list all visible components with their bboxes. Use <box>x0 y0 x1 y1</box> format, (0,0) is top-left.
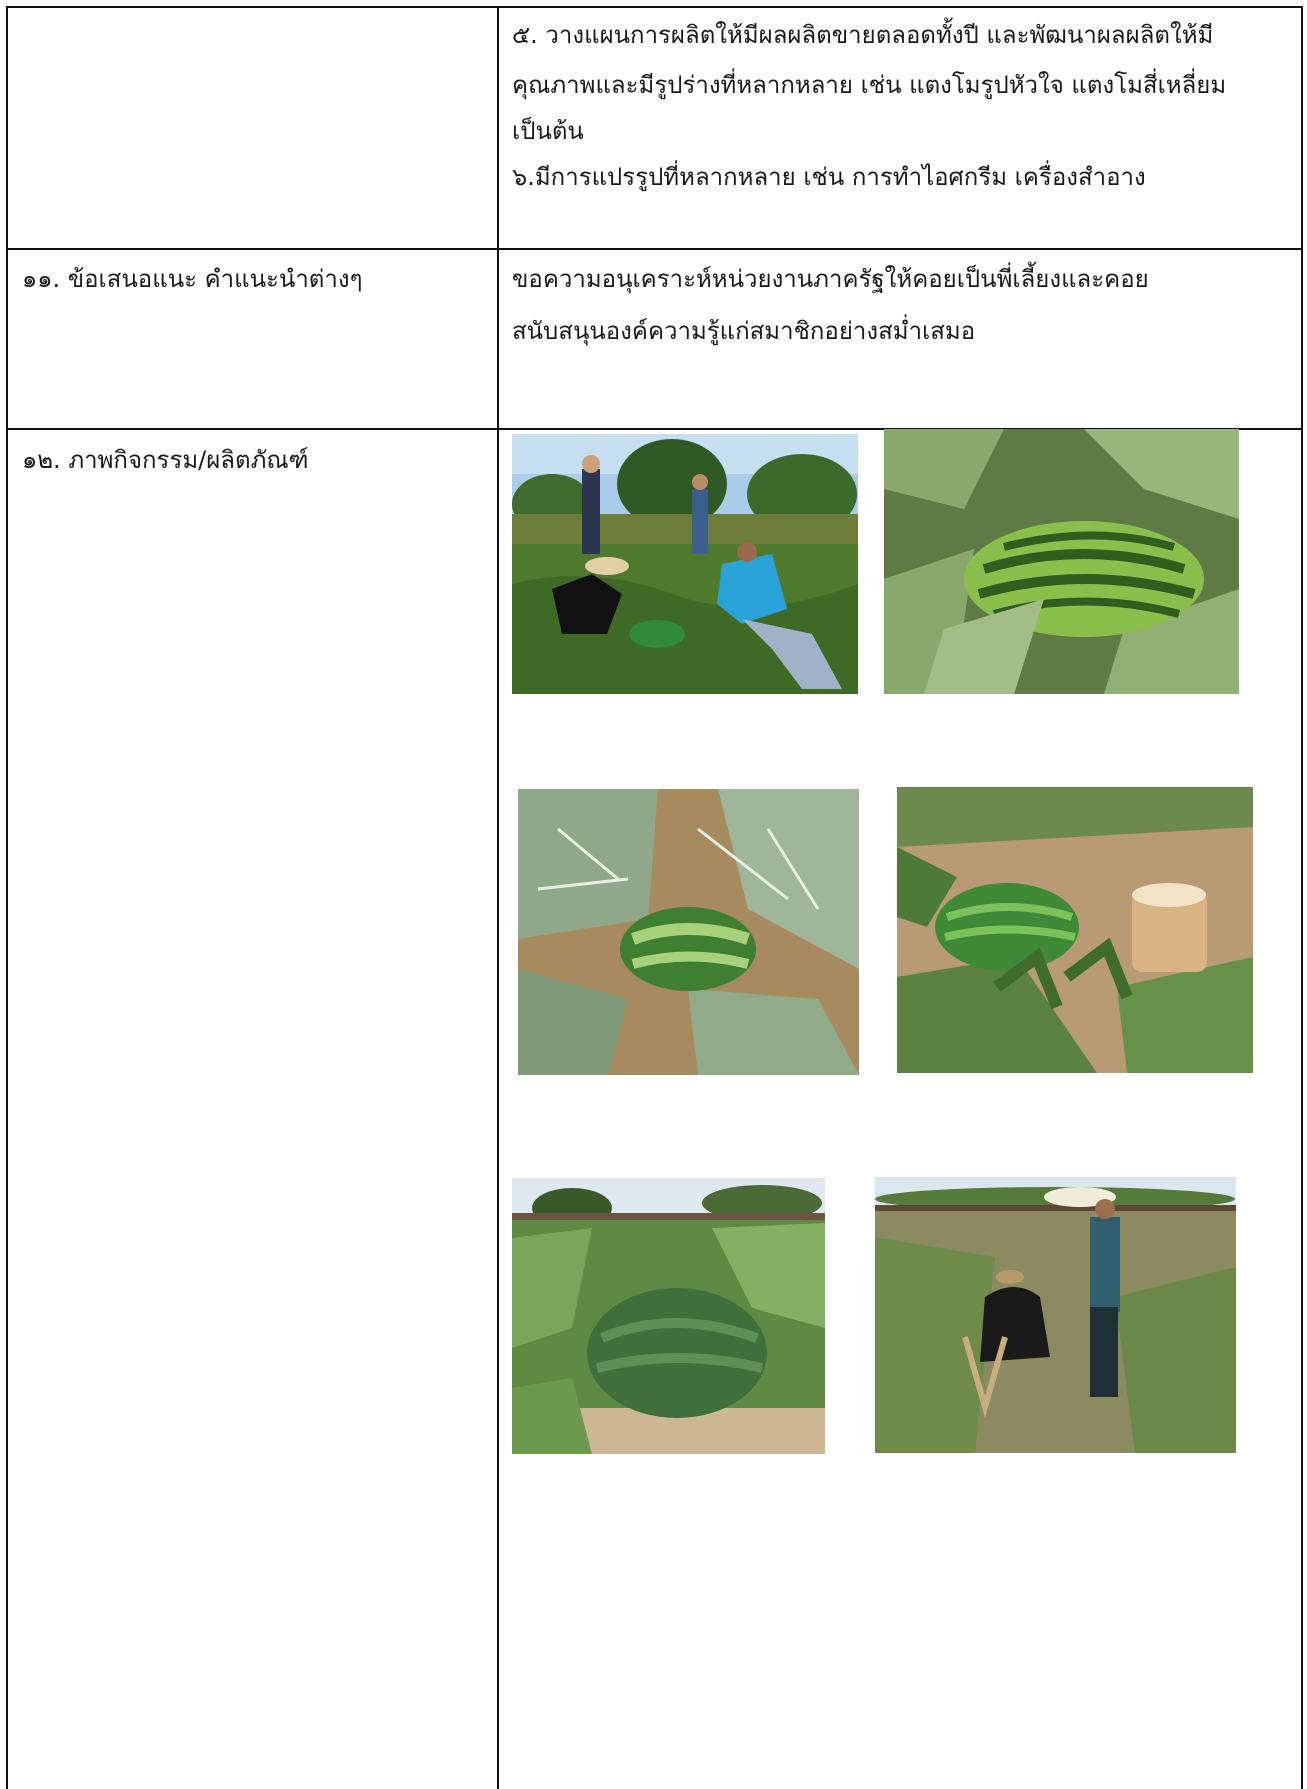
table-right-border <box>1301 6 1303 1789</box>
text-line: ๕. วางแผนการผลิตให้มีผลผลิตขายตลอดทั้งปี และพัฒนาผลผลิตให้มี <box>512 21 1214 49</box>
photo-farmers-in-field <box>875 1177 1236 1453</box>
suggestions-label: ๑๑. ข้อเสนอแนะ คำแนะนำต่างๆ <box>22 265 363 293</box>
photo-striped-watermelon <box>518 789 859 1075</box>
table-top-border <box>6 6 1303 8</box>
table-left-border <box>6 6 8 1789</box>
column-divider <box>497 6 499 1789</box>
text-line: เป็นต้น <box>512 117 584 145</box>
photo-field-visit <box>512 434 858 694</box>
suggestions-line: สนับสนุนองค์ความรู้แก่สมาชิกอย่างสม่ำเสมอ <box>512 317 976 345</box>
photo-large-watermelon <box>512 1178 825 1454</box>
row-divider-1 <box>6 248 1303 250</box>
photo-watermelon-leaves <box>884 429 1239 694</box>
text-line: คุณภาพและมีรูปร่างที่หลากหลาย เช่น แตงโมรูปหัวใจ แตงโมสี่เหลี่ยม <box>512 71 1227 99</box>
text-line: ๖.มีการแปรรูปที่หลากหลาย เช่น การทำไอศกรีม เครื่องสำอาง <box>512 163 1146 191</box>
photo-watermelon-with-bamboo-cup <box>897 787 1253 1073</box>
activities-label: ๑๒. ภาพกิจกรรม/ผลิตภัณฑ์ <box>22 446 309 474</box>
suggestions-line: ขอความอนุเคราะห์หน่วยงานภาครัฐให้คอยเป็นพี่เลี้ยงและคอย <box>512 265 1149 293</box>
